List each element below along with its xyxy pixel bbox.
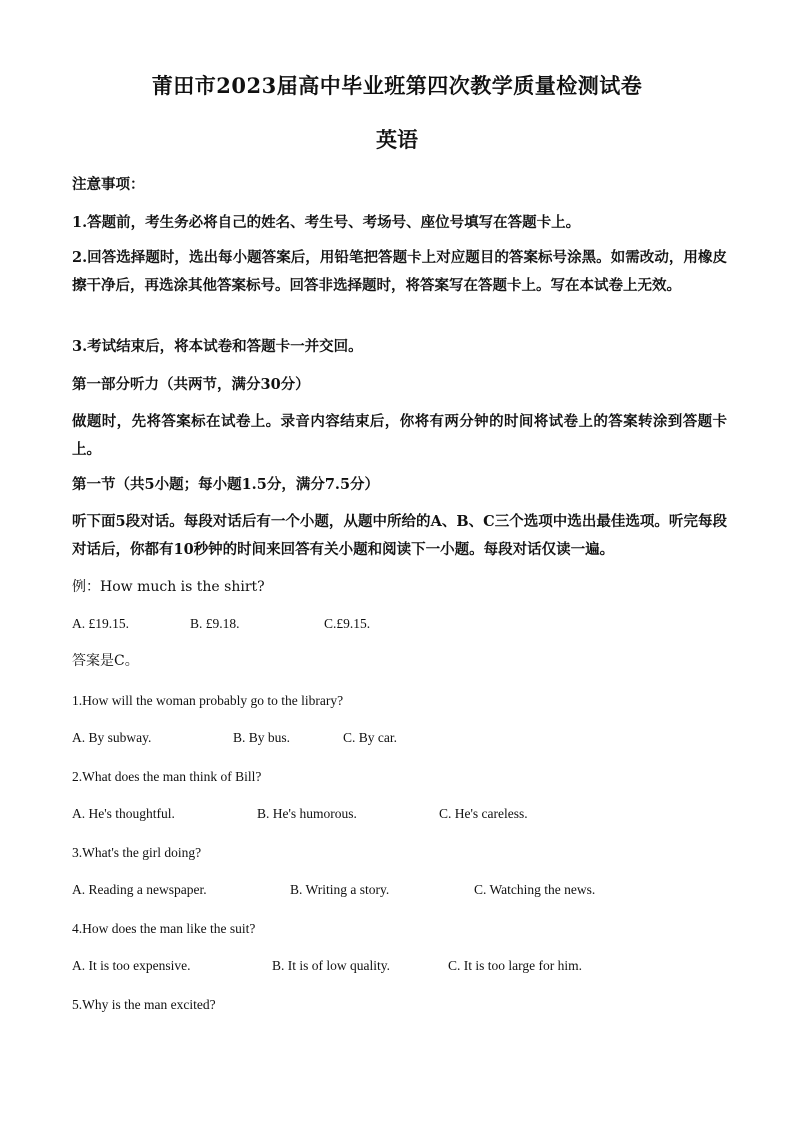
section1-heading: 第一节（共5小题；每小题1.5分，满分7.5分） — [72, 476, 380, 493]
question-2: 2.What does the man think of Bill? — [72, 769, 262, 784]
question-2-option-a: A. He's thoughtful. — [72, 806, 175, 821]
question-1-option-b: B. By bus. — [233, 730, 291, 745]
notice-item-2: 2.回答选择题时，选出每小题答案后，用铅笔把答题卡上对应题目的答案标号涂黑。如需改动，用橡皮擦干净后，再选涂其他答案标号。回答非选择题时，将答案写在答题卡上。写在本试卷上无效。 — [72, 249, 727, 294]
notice-heading: 注意事项： — [72, 176, 145, 193]
question-4-option-c: C. It is too large for him. — [448, 958, 582, 973]
question-3: 3.What's the girl doing? — [72, 845, 202, 860]
question-3-options — [72, 882, 732, 902]
example-answer: 答案是C。 — [72, 653, 139, 669]
notice-item-1: 1.答题前，考生务必将自己的姓名、考生号、考场号、座位号填写在答题卡上。 — [72, 214, 581, 231]
exam-subject: 英语 — [376, 127, 418, 152]
part1-heading: 第一部分听力（共两节，满分30分） — [72, 376, 310, 393]
question-1: 1.How will the woman probably go to the library? — [72, 693, 344, 708]
example-option-c: C.£9.15. — [324, 616, 371, 631]
example-options — [72, 616, 732, 636]
exam-title: 莆田市2023届高中毕业班第四次教学质量检测试卷 — [151, 73, 643, 98]
part1-instructions: 做题时，先将答案标在试卷上。录音内容结束后，你将有两分钟的时间将试卷上的答案转涂到答题卡上。 — [72, 413, 727, 458]
section1-instructions: 听下面5段对话。每段对话后有一个小题，从题中所给的A、B、C三个选项中选出最佳选项。听完每段对话后，你都有10秒钟的时间来回答有关小题和阅读下一小题。每段对话仅读一遍。 — [72, 513, 727, 558]
question-3-option-a: A. Reading a newspaper. — [72, 882, 207, 897]
example-option-a: A. £19.15. — [72, 616, 129, 631]
question-1-options — [72, 730, 732, 750]
question-2-options — [72, 806, 732, 826]
question-4-option-a: A. It is too expensive. — [72, 958, 191, 973]
example-option-b: B. £9.18. — [190, 616, 240, 631]
question-4-option-b: B. It is of low quality. — [272, 958, 390, 973]
question-1-option-a: A. By subway. — [72, 730, 152, 745]
question-4: 4.How does the man like the suit? — [72, 921, 256, 936]
notice-item-3: 3.考试结束后，将本试卷和答题卡一并交回。 — [72, 338, 363, 355]
question-3-option-b: B. Writing a story. — [290, 882, 390, 897]
question-2-option-b: B. He's humorous. — [257, 806, 357, 821]
example-question: 例：How much is the shirt? — [72, 579, 265, 595]
question-3-option-c: C. Watching the news. — [474, 882, 596, 897]
question-1-option-c: C. By car. — [343, 730, 397, 745]
question-4-options — [72, 958, 732, 978]
question-2-option-c: C. He's careless. — [439, 806, 528, 821]
question-5: 5.Why is the man excited? — [72, 997, 216, 1012]
